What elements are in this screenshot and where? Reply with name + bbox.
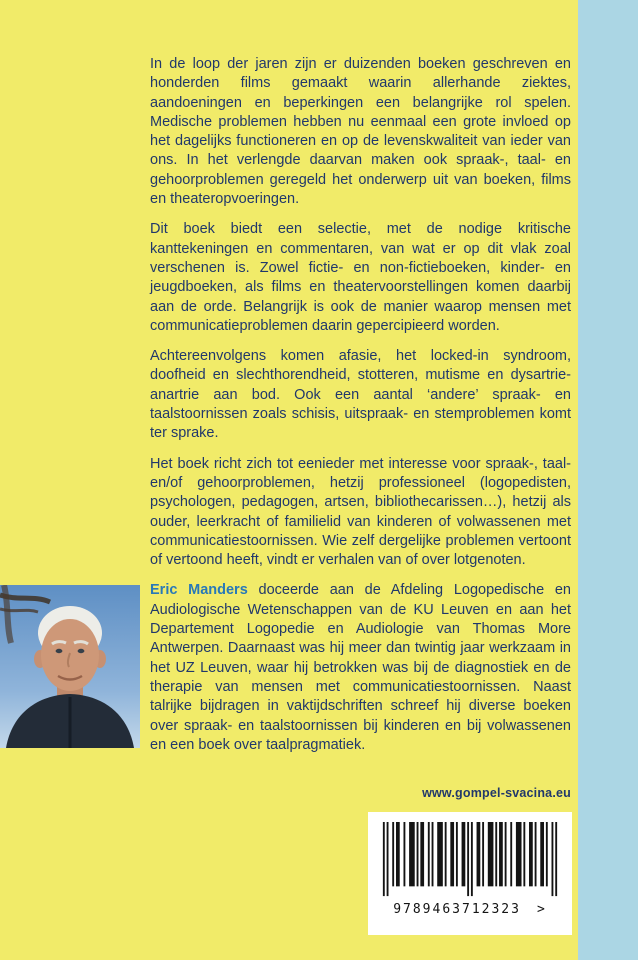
barcode-number: 9789463712323 <box>393 902 521 917</box>
author-bio-text: doceerde aan de Afdeling Logopedische en Audiologische Wetenschappen van de KU Leuven en aan het Departement Logopedie en Audiologie van Thomas More Antwerpen. Daarnaast was hij meer dan twintig jaar werkzaam in het UZ Leuven, waar hij betrokken was bij de diagnostiek en de therapie van mensen met communicatiestoornissen. Naast talrijke bijdragen in vaktijdschriften schreef hij diverse boeken over spraak- en taalstoornissen bij kinderen en bij volwassenen en een boek over taalpragmatiek. <box>150 582 571 753</box>
blurb-paragraph-2: Dit boek biedt een selectie, met de nodige kritische kanttekeningen en commentaren, van wat er op dit vlak zoal verschenen is. Zowel fictie- en non-fictieboeken, kinder- en jeugdboeken, als films en theatervoorstellingen komen daarbij aan de orde. Belangrijk is ook de manier waarop mensen met communicatieproblemen daarin gepercipieerd worden. <box>150 221 571 334</box>
blurb-paragraph-1: In de loop der jaren zijn er duizenden boeken geschreven en honderden films gemaakt waarin allerhande ziektes, aandoeningen en beperkingen een belangrijke rol spelen. Medische problemen hebben nu eenmaal een grote invloed op het dagelijks functioneren en op de levenskwaliteit van ieder van ons. In het verlengde daarvan maken ook spraak-, taal- en gehoorproblemen geregeld het onderwerp uit van boeken, films en theateropvoeringen. <box>150 56 571 208</box>
barcode-number-row <box>393 902 547 917</box>
barcode <box>368 812 572 935</box>
author-photo <box>0 585 140 748</box>
publisher-website: www.gompel-svacina.eu <box>422 786 571 800</box>
author-name: Eric Manders <box>150 582 248 599</box>
blurb-text-column <box>150 55 571 766</box>
right-edge-stripe <box>578 0 638 960</box>
author-portrait-image <box>0 585 140 748</box>
blurb-paragraph-3: Achtereenvolgens komen afasie, het locked-in syndroom, doofheid en slechthorendheid, stotteren, mutisme en dysartrie-anartrie aan bod. Ook een aantal ‘andere’ spraak- en taalstoornissen zoals schisis, uitspraak- en stemproblemen komt ter sprake. <box>150 348 571 442</box>
author-bio-paragraph <box>150 581 571 755</box>
barcode-arrow: > <box>536 902 547 917</box>
barcode-bars-image <box>381 822 559 900</box>
blurb-paragraph-4: Het boek richt zich tot eenieder met interesse voor spraak-, taal- en/of gehoorproblemen, hetzij professioneel (logopedisten, psychologen, pedagogen, artsen, bibliothecarissen…), hetzij als ouder, leerkracht of familielid van kinderen of volwassenen met communicatiestoornissen. Wie zelf dergelijke problemen vertoont of vertoond heeft, vindt er verhalen van of over lotgenoten. <box>150 455 571 569</box>
